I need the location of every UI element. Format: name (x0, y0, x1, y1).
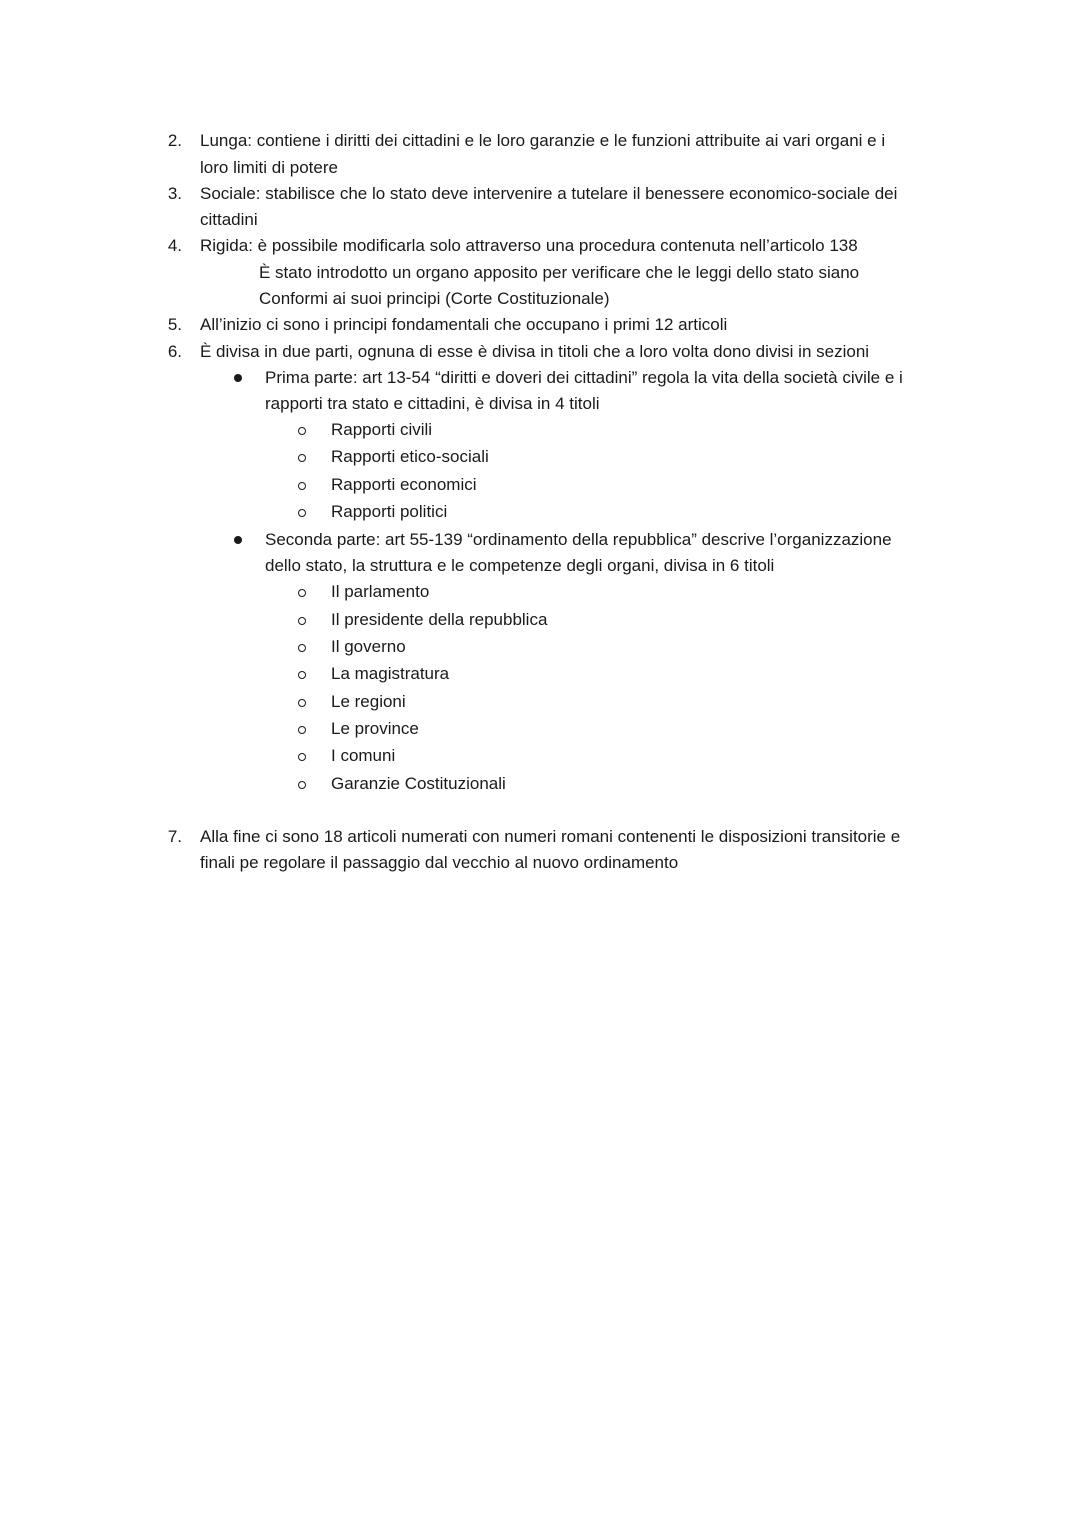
bullet-icon (234, 536, 242, 544)
title-item: Le regioni (331, 692, 406, 711)
item-text-line: Rigida: è possibile modificarla solo attraverso una procedura contenuta nell’articolo 138 (200, 236, 858, 255)
circle-bullet-icon (298, 509, 306, 517)
title-item: Le province (331, 719, 419, 738)
item-text-line: Lunga: contiene i diritti dei cittadini e le loro garanzie e le funzioni attribuite ai vari organi e i (200, 131, 886, 150)
item-number: 3. (167, 184, 182, 203)
title-item: Il governo (331, 637, 406, 656)
item-text-line: Sociale: stabilisce che lo stato deve intervenire a tutelare il benessere economico-sociale dei (200, 184, 898, 203)
circle-bullet-icon (298, 753, 306, 761)
circle-bullet-icon (298, 454, 306, 462)
part-text-line: Seconda parte: art 55-139 “ordinamento della repubblica” descrive l’organizzazione (265, 530, 892, 549)
title-item: Rapporti etico-sociali (331, 447, 489, 466)
item-text-line: Alla fine ci sono 18 articoli numerati con numeri romani contenenti le disposizioni transitorie e (200, 827, 901, 846)
item-text-line: È stato introdotto un organo apposito per verificare che le leggi dello stato siano (259, 263, 860, 282)
title-item: La magistratura (331, 664, 450, 683)
circle-bullet-icon (298, 781, 306, 789)
circle-bullet-icon (298, 617, 306, 625)
title-item: Il presidente della repubblica (331, 610, 548, 629)
item-number: 7. (167, 827, 182, 846)
item-text-line: Conformi ai suoi principi (Corte Costituzionale) (259, 289, 610, 308)
circle-bullet-icon (298, 644, 306, 652)
item-number: 6. (167, 342, 182, 361)
part-text-line: Prima parte: art 13-54 “diritti e doveri dei cittadini” regola la vita della società civile e i (265, 368, 903, 387)
title-item: Garanzie Costituzionali (331, 774, 506, 793)
item-number: 4. (167, 236, 182, 255)
circle-bullet-icon (298, 726, 306, 734)
circle-bullet-icon (298, 482, 306, 490)
circle-bullet-icon (298, 699, 306, 707)
item-text-line: All’inizio ci sono i principi fondamentali che occupano i primi 12 articoli (200, 315, 728, 334)
item-text-line: loro limiti di potere (200, 158, 338, 177)
circle-bullet-icon (298, 671, 306, 679)
part-text-line: rapporti tra stato e cittadini, è divisa in 4 titoli (265, 394, 600, 413)
item-number: 2. (167, 131, 182, 150)
title-item: Rapporti economici (331, 475, 477, 494)
item-number: 5. (167, 315, 182, 334)
bullet-icon (234, 374, 242, 382)
item-text-line: cittadini (200, 210, 258, 229)
item-text-line: finali pe regolare il passaggio dal vecchio al nuovo ordinamento (200, 853, 679, 872)
title-item: I comuni (331, 746, 396, 765)
title-item: Il parlamento (331, 582, 430, 601)
circle-bullet-icon (298, 427, 306, 435)
title-item: Rapporti politici (331, 502, 448, 521)
title-item: Rapporti civili (331, 420, 433, 439)
part-text-line: dello stato, la struttura e le competenze degli organi, divisa in 6 titoli (265, 556, 775, 575)
item-text-line: È divisa in due parti, ognuna di esse è divisa in titoli che a loro volta dono divisi in sezioni (200, 342, 870, 361)
circle-bullet-icon (298, 589, 306, 597)
